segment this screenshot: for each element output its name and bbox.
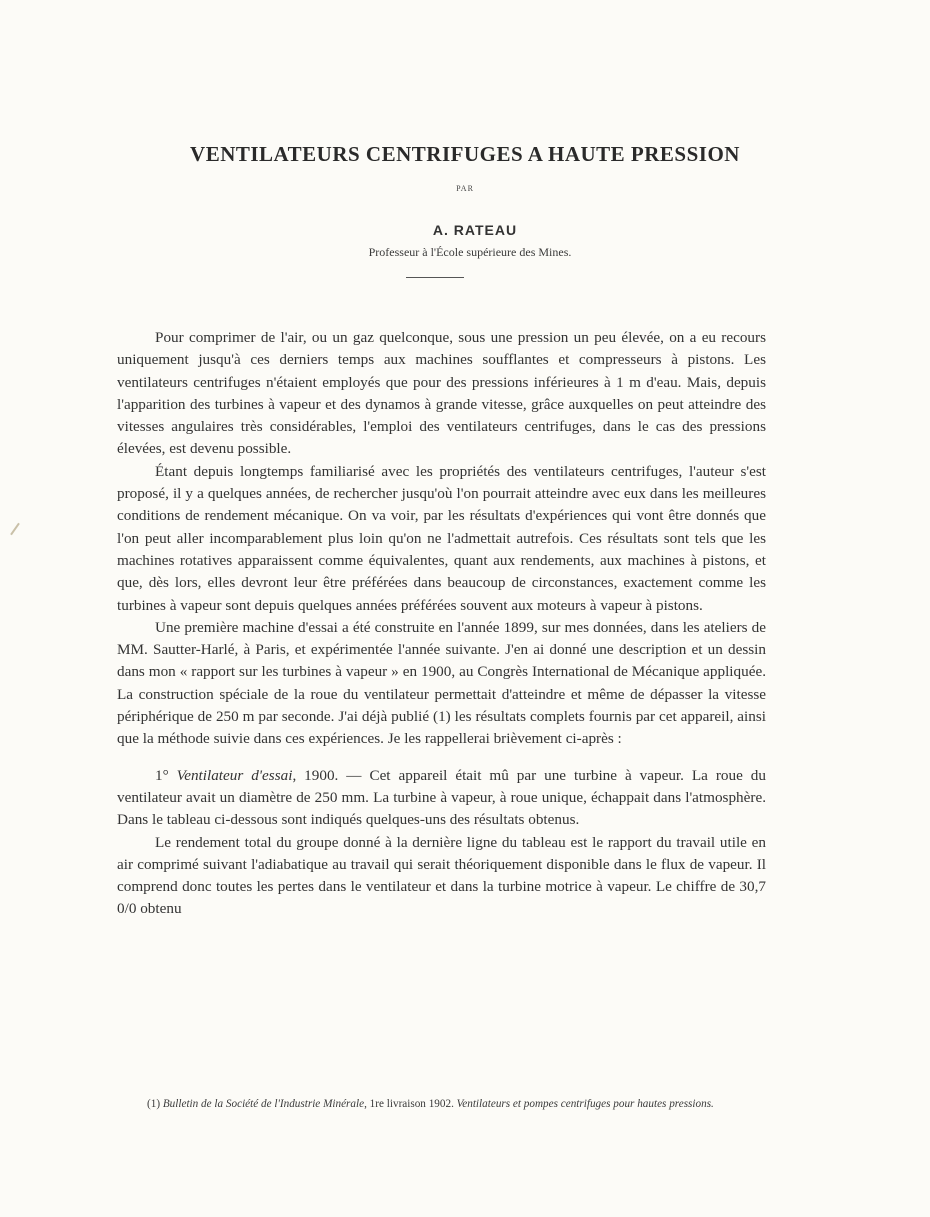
footnote-issue: , 1re livraison 1902.	[364, 1098, 457, 1110]
section-paragraph	[117, 765, 766, 832]
margin-mark	[10, 523, 20, 536]
section-heading: Ventilateur d'essai	[176, 766, 293, 784]
section-number: 1°	[155, 766, 169, 784]
footnote-marker: (1)	[147, 1098, 161, 1110]
article-body	[117, 327, 766, 921]
paragraph: Le rendement total du groupe donné à la dernière ligne du tableau est le rapport du travail utile en air comprimé suivant l'adiabatique au travail qui serait théoriquement disponible dans le flux de vapeur. Il comprend donc toutes les pertes dans le ventilateur et dans la turbine motrice à vapeur. Le chiffre de 30,7 0/0 obtenu	[117, 833, 766, 918]
footnote-title: Ventilateurs et pompes centrifuges pour hautes pressions.	[456, 1098, 714, 1110]
paragraph: Une première machine d'essai a été construite en l'année 1899, sur mes données, dans les ateliers de MM. Sautter-Harlé, à Paris, et expérimentée l'année suivante. J'en ai donné une description et un dessin dans mon « rapport sur les turbines à vapeur » en 1900, au Congrès International de Mécanique appliquée. La construction spéciale de la roue du ventilateur permettait d'atteindre et même de dépasser la vitesse périphérique de 250 m par seconde. J'ai déjà publié (1) les résultats complets fournis par cet appareil, ainsi que la méthode suivie dans ces expériences. Je les rappellerai brièvement ci-après :	[117, 618, 766, 748]
author-affiliation: Professeur à l'École supérieure des Mines.	[368, 245, 572, 259]
paragraph: Pour comprimer de l'air, ou un gaz quelconque, sous une pression un peu élevée, on a eu recours uniquement jusqu'à ces derniers temps aux machines soufflantes et compresseurs à pistons. Les ventilateurs centrifuges n'étaient employés que pour des pressions inférieures à 1 m d'eau. Mais, depuis l'apparition des turbines à vapeur et des dynamos à grande vitesse, grâce auxquelles on peut atteindre des vitesses angulaires très considérables, l'emploi des ventilateurs centrifuges, dans le cas des pressions élevées, est devenu possible.	[117, 329, 766, 458]
by-line-par: PAR	[456, 184, 474, 193]
paragraph: Étant depuis longtemps familiarisé avec les propriétés des ventilateurs centrifuges, l'auteur s'est proposé, il y a quelques années, de rechercher jusqu'où l'on pourrait atteindre avec eux dans les meilleures conditions de rendement mécanique. On va voir, par les résultats d'expériences qui vont être donnés que l'on peut aller incomparablement plus loin qu'on ne l'admettait autrefois. Ces résultats sont tels que les machines rotatives apparaissent comme équivalentes, quant aux rendements, aux machines à pistons, et que, dès lors, elles devront leur être préférées dans beaucoup de circonstances, exactement comme les turbines à vapeur sont depuis quelques années préférées souvent aux moteurs à vapeur à pistons.	[117, 462, 766, 614]
author-name: A. RATEAU	[432, 222, 518, 238]
footnote-source: Bulletin de la Société de l'Industrie Minérale	[162, 1098, 365, 1110]
article-title: VENTILATEURS CENTRIFUGES A HAUTE PRESSION	[190, 142, 740, 166]
footnote	[117, 1096, 766, 1113]
title-divider	[406, 277, 464, 278]
section-text: , 1900. — Cet appareil était mû par une turbine à vapeur. La roue du ventilateur avait un diamètre de 250 mm. La turbine à vapeur, à roue unique, échappait dans l'atmosphère. Dans le tableau ci-dessous sont indiqués quelques-uns des résultats obtenus.	[117, 766, 766, 829]
